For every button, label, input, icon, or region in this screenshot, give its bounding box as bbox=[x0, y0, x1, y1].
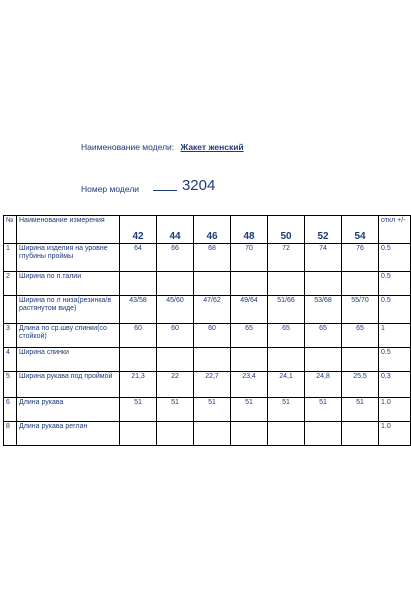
row-size-value: 60 bbox=[157, 324, 194, 348]
row-size-value: 65 bbox=[342, 324, 379, 348]
row-size-value: 51/66 bbox=[268, 296, 305, 324]
row-measurement-name: Ширина рукава под проймой bbox=[17, 372, 120, 398]
row-size-value: 49/64 bbox=[231, 296, 268, 324]
table-row bbox=[4, 398, 411, 422]
table-row bbox=[4, 296, 411, 324]
row-size-value: 66 bbox=[157, 244, 194, 272]
header-measurement-name: Наименование измерения bbox=[17, 216, 120, 244]
model-name-value: Жакет женский bbox=[180, 142, 244, 152]
row-size-value: 72 bbox=[268, 244, 305, 272]
row-size-value: 65 bbox=[268, 324, 305, 348]
table-row bbox=[4, 244, 411, 272]
row-size-value bbox=[342, 272, 379, 296]
row-size-value: 60 bbox=[194, 324, 231, 348]
table-row bbox=[4, 372, 411, 398]
row-measurement-name: Длина рукава реглан bbox=[17, 422, 120, 446]
row-size-value bbox=[120, 348, 157, 372]
row-size-value: 64 bbox=[120, 244, 157, 272]
row-size-value bbox=[157, 422, 194, 446]
model-number-value: 3204 bbox=[181, 177, 216, 194]
size-chart-table bbox=[3, 215, 411, 446]
row-size-value: 51 bbox=[194, 398, 231, 422]
row-size-value: 22,7 bbox=[194, 372, 231, 398]
header-size-48: 48 bbox=[231, 216, 268, 244]
row-size-value: 51 bbox=[231, 398, 268, 422]
row-size-value bbox=[231, 348, 268, 372]
row-size-value: 45/60 bbox=[157, 296, 194, 324]
row-size-value: 53/68 bbox=[305, 296, 342, 324]
row-tolerance: 0.5 bbox=[379, 348, 411, 372]
header-size-54: 54 bbox=[342, 216, 379, 244]
row-tolerance: 0,3 bbox=[379, 372, 411, 398]
row-size-value: 51 bbox=[268, 398, 305, 422]
row-size-value: 76 bbox=[342, 244, 379, 272]
row-number: 3 bbox=[4, 324, 17, 348]
row-size-value: 51 bbox=[342, 398, 379, 422]
table-row bbox=[4, 422, 411, 446]
row-tolerance: 1.0 bbox=[379, 398, 411, 422]
row-size-value: 23,4 bbox=[231, 372, 268, 398]
header-tolerance: откл +/- bbox=[379, 216, 411, 244]
row-size-value: 47/62 bbox=[194, 296, 231, 324]
header-size-50: 50 bbox=[268, 216, 305, 244]
row-tolerance: 0.5 bbox=[379, 296, 411, 324]
row-size-value bbox=[305, 272, 342, 296]
header-number: № bbox=[4, 216, 17, 244]
row-size-value bbox=[268, 272, 305, 296]
row-size-value bbox=[342, 422, 379, 446]
table-body bbox=[4, 244, 411, 446]
row-size-value: 43/58 bbox=[120, 296, 157, 324]
row-size-value: 74 bbox=[305, 244, 342, 272]
row-size-value bbox=[268, 422, 305, 446]
row-size-value: 24,1 bbox=[268, 372, 305, 398]
row-size-value bbox=[305, 422, 342, 446]
row-measurement-name: Ширина спинки bbox=[17, 348, 120, 372]
row-measurement-name: Ширина по л низа(резинка/в растянутом виде) bbox=[17, 296, 120, 324]
row-size-value bbox=[194, 272, 231, 296]
row-measurement-name: Ширина по п.талии bbox=[17, 272, 120, 296]
row-number: 1 bbox=[4, 244, 17, 272]
row-size-value bbox=[157, 272, 194, 296]
table-row bbox=[4, 348, 411, 372]
row-measurement-name: Длина рукава bbox=[17, 398, 120, 422]
row-size-value: 51 bbox=[157, 398, 194, 422]
row-size-value: 25,5 bbox=[342, 372, 379, 398]
row-size-value: 51 bbox=[305, 398, 342, 422]
header-size-42: 42 bbox=[120, 216, 157, 244]
row-size-value bbox=[194, 422, 231, 446]
row-measurement-name: Ширина изделия на уровне глубины проймы bbox=[17, 244, 120, 272]
row-size-value: 51 bbox=[120, 398, 157, 422]
table-row bbox=[4, 272, 411, 296]
row-size-value: 55/70 bbox=[342, 296, 379, 324]
row-size-value bbox=[231, 272, 268, 296]
header-size-44: 44 bbox=[157, 216, 194, 244]
row-number: 4 bbox=[4, 348, 17, 372]
model-name-row bbox=[81, 142, 244, 152]
header-size-52: 52 bbox=[305, 216, 342, 244]
model-name-label: Наименование модели: bbox=[81, 142, 175, 152]
header-size-46: 46 bbox=[194, 216, 231, 244]
row-size-value bbox=[120, 272, 157, 296]
row-size-value: 22 bbox=[157, 372, 194, 398]
row-size-value bbox=[305, 348, 342, 372]
row-size-value bbox=[157, 348, 194, 372]
model-number-row bbox=[81, 176, 215, 194]
model-number-label: Номер модели bbox=[81, 184, 140, 194]
row-tolerance: 0.5 bbox=[379, 272, 411, 296]
row-size-value: 68 bbox=[194, 244, 231, 272]
row-number bbox=[4, 296, 17, 324]
row-tolerance: 0.5 bbox=[379, 244, 411, 272]
row-size-value bbox=[194, 348, 231, 372]
row-tolerance: 1 bbox=[379, 324, 411, 348]
row-tolerance: 1.0 bbox=[379, 422, 411, 446]
row-size-value bbox=[342, 348, 379, 372]
row-number: 6 bbox=[4, 398, 17, 422]
row-size-value: 65 bbox=[231, 324, 268, 348]
row-size-value bbox=[231, 422, 268, 446]
row-size-value bbox=[120, 422, 157, 446]
row-size-value: 24,8 bbox=[305, 372, 342, 398]
row-size-value: 70 bbox=[231, 244, 268, 272]
table-header-row bbox=[4, 216, 411, 244]
row-number: 8 bbox=[4, 422, 17, 446]
row-size-value: 65 bbox=[305, 324, 342, 348]
model-number-underline bbox=[153, 189, 177, 191]
row-number: 5 bbox=[4, 372, 17, 398]
row-size-value: 21,3 bbox=[120, 372, 157, 398]
row-size-value bbox=[268, 348, 305, 372]
row-measurement-name: Длина по ср.шву спинки(со стойкой) bbox=[17, 324, 120, 348]
row-number: 2 bbox=[4, 272, 17, 296]
row-size-value: 60 bbox=[120, 324, 157, 348]
table-row bbox=[4, 324, 411, 348]
